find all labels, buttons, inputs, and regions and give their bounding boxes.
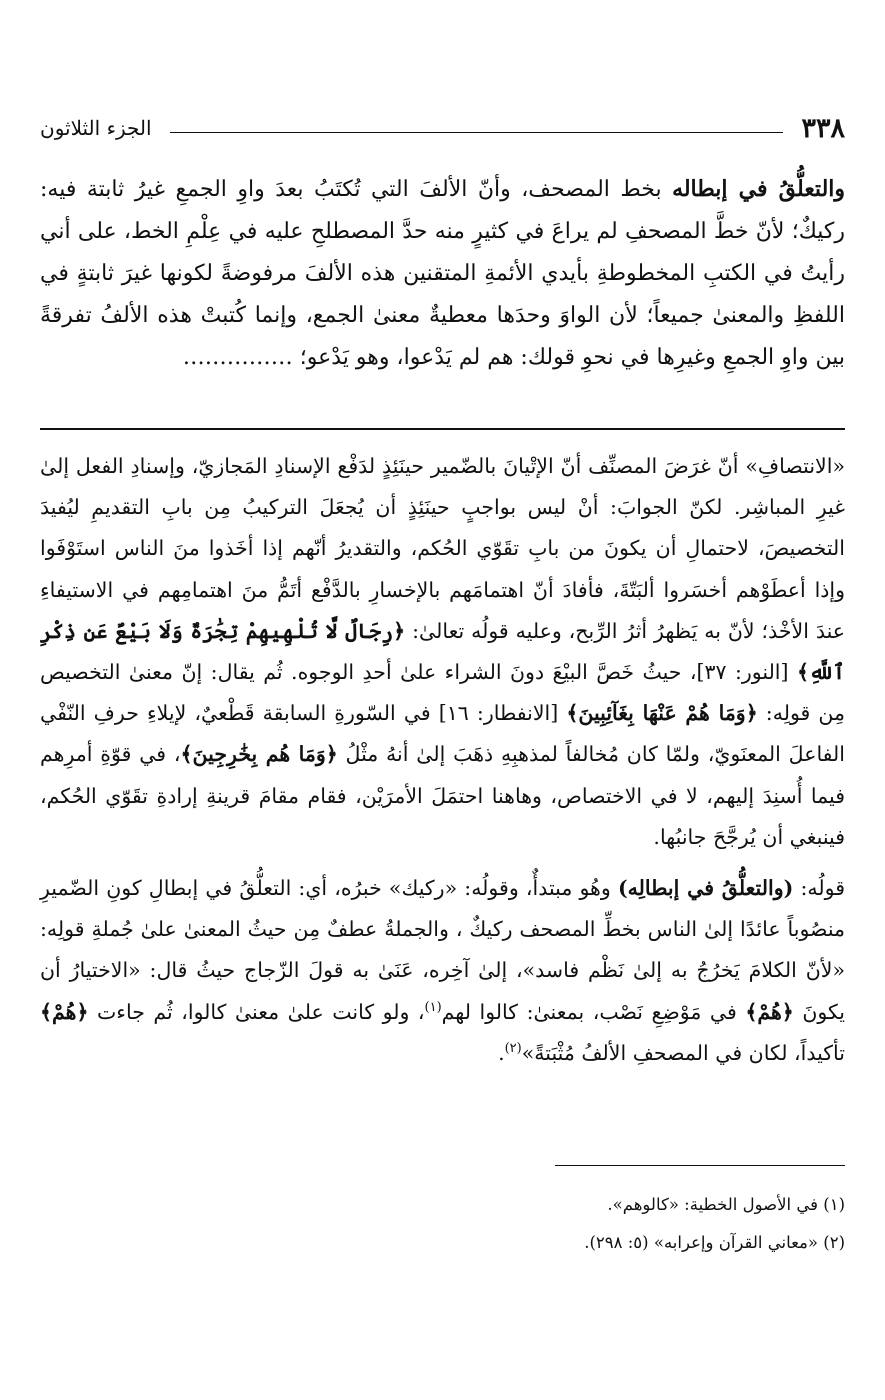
commentary-text: قولُه: — [793, 876, 845, 901]
main-text — [40, 168, 845, 379]
quran-verse-quote: ﴿هُمْ﴾ — [40, 999, 89, 1024]
commentary — [40, 446, 845, 1074]
commentary-text: ، في قوّةِ أمرِهم فيما أُسنِدَ إليهم، لا في الاختصاص، وهاهنا احتمَلَ الأمرَيْن، فقام مقامَ قرينةِ إرادةِ تقَوّي الحُكم، فينبغي أن يُرجَّحَ جانبُها. — [40, 742, 845, 849]
commentary-paragraph-1 — [40, 446, 845, 858]
footnotes — [40, 1186, 845, 1262]
main-text-dots: …………… — [182, 345, 293, 370]
footnote-marker: (٢) — [504, 1041, 522, 1057]
page-header — [40, 108, 845, 148]
commentary-text: وهُو مبتدأٌ، وقولُه: «ركيك» خبرُه، أي: التعلُّقُ في إبطالِ كونِ الضّميرِ منصُوباً عائدًا إلىٰ الناس بخطِّ المصحف ركيكٌ ، والجملةُ عطفٌ مِن حيثُ المعنىٰ علىٰ جُملةِ قولِه: «لأنّ الكلامَ يَخرُجُ به إلىٰ نَظْم فاسد»، إلىٰ آخِره، عَنَىٰ به قولَ الزّجاج حيثُ قال: «الاختيارُ أن يكونَ — [40, 876, 845, 1024]
commentary-text: [الانفطار: ١٦] في السّورةِ السابقة قَطْعيٌ، لإيلاءِ حرفِ النّفْي الفاعلَ المعنَويّ، ولمّا كان مُخالفاً لمذهبِهِ ذهَبَ إلىٰ أنهُ مثْلُ — [40, 701, 845, 767]
footnote-2: (٢) «معاني القرآن وإعرابه» (٥: ٢٩٨). — [584, 1233, 845, 1252]
footnote-marker: (١) — [424, 999, 442, 1015]
footnote-1: (١) في الأصول الخطية: «كالوهم». — [607, 1195, 845, 1214]
page-number: ٣٣٨ — [801, 112, 845, 144]
commentary-text: ، ولو كانت علىٰ معنىٰ كالوا، ثُم جاءت — [88, 999, 425, 1024]
quran-verse-quote: ﴿رِجَالٌ لَّا تُلْهِيهِمْ تِجَٰرَةٌ وَلَا بَيْعٌ عَن ذِكْرِ ٱللَّهِ﴾ — [40, 618, 845, 685]
header-rule — [170, 132, 784, 133]
commentary-text: [النور: ٣٧]، حيثُ خَصَّ البيْعَ دونَ الشراء علىٰ أحدِ الوجوه. ثُم يقال: إنّ معنىٰ التخصيص مِن قولِه: — [40, 660, 846, 726]
commentary-text: في مَوْضِعِ نَصْب، بمعنىٰ: كالوا لهم — [441, 999, 746, 1024]
quran-verse-quote: ﴿وَمَا هُمْ عَنْهَا بِغَآئِبِينَ﴾ — [566, 701, 758, 726]
main-text-paragraph — [40, 168, 845, 379]
footnote-divider — [555, 1165, 845, 1166]
commentary-text: تأكيداً، لكان في المصحفِ الألفُ مُثْبَتةً» — [521, 1040, 845, 1065]
main-text-body: بخط المصحف، وأنّ الألفَ التي تُكتَبُ بعدَ واوِ الجمعِ غيرُ ثابتة فيه: ركيكٌ؛ لأنّ خطَّ المصحفِ لم يراعَ في كثيرٍ منه حدَّ المصطلحِ عليه في عِلْمِ الخط، على أني رأيتُ في الكتبِ المخطوطةِ بأيدي الأئمةِ المتقنين هذه الألفَ مرفوضةً لكونها غيرَ ثابتةٍ في اللفظِ والمعنىٰ جميعاً؛ لأن الواوَ وحدَها معطيةٌ معنىٰ الجمع، وإنما كُتبتْ هذه الألفُ تفرقةً بين واوِ الجمعِ وغيرِها في نحوِ قولك: هم لم يَدْعوا، وهو يَدْعو؛ — [40, 177, 845, 370]
quran-verse-quote: ﴿وَمَا هُم بِخَٰرِجِينَ﴾ — [180, 742, 338, 767]
quoted-lemma: (والتعلُّقُ في إبطالِه) — [617, 876, 794, 901]
section-divider — [40, 428, 845, 430]
main-text-lead: والتعلُّقُ في إبطاله — [672, 176, 846, 202]
commentary-paragraph-2 — [40, 868, 845, 1074]
running-title: الجزء الثلاثون — [40, 116, 152, 140]
quran-verse-quote: ﴿هُمْ﴾ — [745, 999, 794, 1024]
commentary-text: . — [498, 1040, 505, 1065]
commentary-text: «الانتصافِ» أنّ غرَضَ المصنِّف أنّ الإتْيانَ بالضّمير حينَئِذٍ لدَفْع الإسنادِ المَجازيّ، وإسنادِ الفعل إلىٰ غيرِ المباشِر. لكنّ الجوابَ: أنْ ليس بواجبٍ حينَئِذٍ أن يُجعَلَ التركيبُ مِن بابِ التقديمِ ليُفيدَ التخصيصَ، لاحتمالِ أن يكونَ من بابِ تقَوّي الحُكم، والتقديرُ أنّهم إذا أخَذوا منَ الناس استَوْفَوا وإذا أعطَوْهم أخسَروا ألبَتّةَ، فأفادَ أنّ اهتمامَهم بالإخسارِ بالدَّفْع أتَمُّ منَ اهتمامِهم في الاستيفاءِ عندَ الأخْذ؛ لأنّ به يَظهرُ أثرُ الرِّبح، وعليه قولُه تعالىٰ: — [40, 454, 845, 643]
